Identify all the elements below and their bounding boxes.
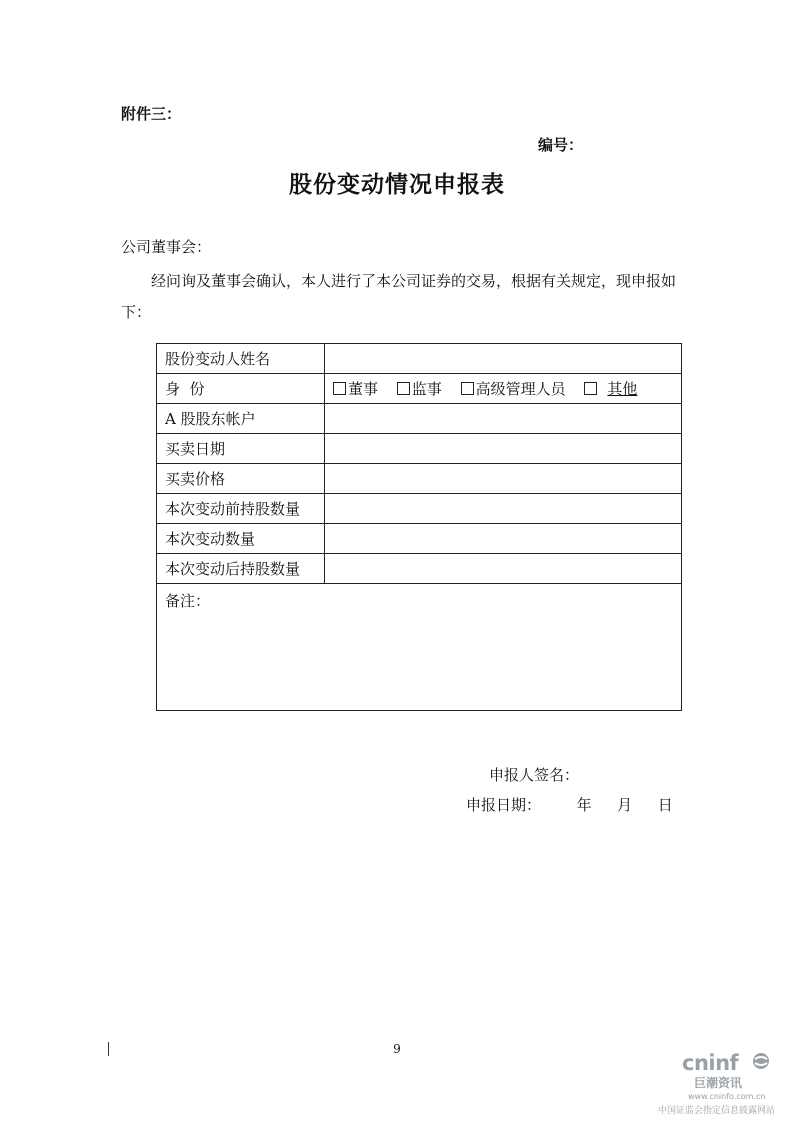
declaration-date — [466, 794, 673, 815]
date-label: 申报日期： — [466, 796, 542, 814]
row-label: 本次变动后持股数量 — [157, 554, 325, 584]
document-title: 股份变动情况申报表 — [289, 171, 505, 198]
table-row — [157, 434, 682, 464]
checkbox-icon[interactable] — [461, 382, 474, 395]
day-label: 日 — [657, 796, 673, 814]
cninfo-watermark — [640, 1045, 790, 1117]
page-number: 9 — [393, 1042, 401, 1056]
watermark-url: www.cninfo.com.cn — [688, 1092, 766, 1101]
addressee: 公司董事会： — [121, 238, 212, 256]
table-row — [157, 524, 682, 554]
row-label: 股份变动人姓名 — [157, 344, 325, 374]
identity-options — [325, 374, 682, 404]
table-row — [157, 464, 682, 494]
row-label: 本次变动数量 — [157, 524, 325, 554]
holding-after-field[interactable] — [325, 554, 682, 584]
table-row — [157, 554, 682, 584]
watermark-site: 中国证监会指定信息披露网站 — [658, 1106, 776, 1116]
row-label: 买卖日期 — [157, 434, 325, 464]
cninfo-swirl-icon — [752, 1052, 770, 1070]
trade-price-field[interactable] — [325, 464, 682, 494]
row-label: 本次变动前持股数量 — [157, 494, 325, 524]
option-senior-manager[interactable] — [461, 380, 566, 398]
table-row — [157, 374, 682, 404]
option-supervisor[interactable] — [397, 380, 442, 398]
watermark-logo: cninf — [682, 1051, 739, 1075]
declaration-form-table — [156, 343, 682, 711]
table-row — [157, 584, 682, 711]
holding-before-field[interactable] — [325, 494, 682, 524]
checkbox-icon[interactable] — [333, 382, 346, 395]
option-label: 董事 — [348, 380, 379, 398]
table-row — [157, 404, 682, 434]
attachment-label: 附件三： — [121, 105, 182, 123]
row-label: 买卖价格 — [157, 464, 325, 494]
month-label: 月 — [617, 796, 633, 814]
serial-number-label: 编号： — [538, 136, 584, 154]
checkbox-icon[interactable] — [397, 382, 410, 395]
account-field[interactable] — [325, 404, 682, 434]
option-label: 其他 — [607, 380, 638, 398]
signer-label: 申报人签名： — [489, 766, 580, 784]
row-label: A 股股东帐户 — [157, 404, 325, 434]
table-row — [157, 494, 682, 524]
name-field[interactable] — [325, 344, 682, 374]
change-amount-field[interactable] — [325, 524, 682, 554]
option-other[interactable] — [584, 380, 637, 398]
year-label: 年 — [576, 796, 592, 814]
row-label: 身 份 — [157, 374, 325, 404]
option-label: 监事 — [411, 380, 442, 398]
checkbox-icon[interactable] — [584, 382, 597, 395]
notes-label: 备注： — [165, 592, 211, 610]
declaration-paragraph: 经问询及董事会确认，本人进行了本公司证券的交易，根据有关规定，现申报如下： — [121, 272, 677, 321]
watermark-name: 巨潮资讯 — [694, 1076, 743, 1090]
option-label: 高级管理人员 — [475, 380, 566, 398]
option-director[interactable] — [333, 380, 378, 398]
notes-field[interactable] — [157, 584, 682, 711]
trade-date-field[interactable] — [325, 434, 682, 464]
table-row — [157, 344, 682, 374]
